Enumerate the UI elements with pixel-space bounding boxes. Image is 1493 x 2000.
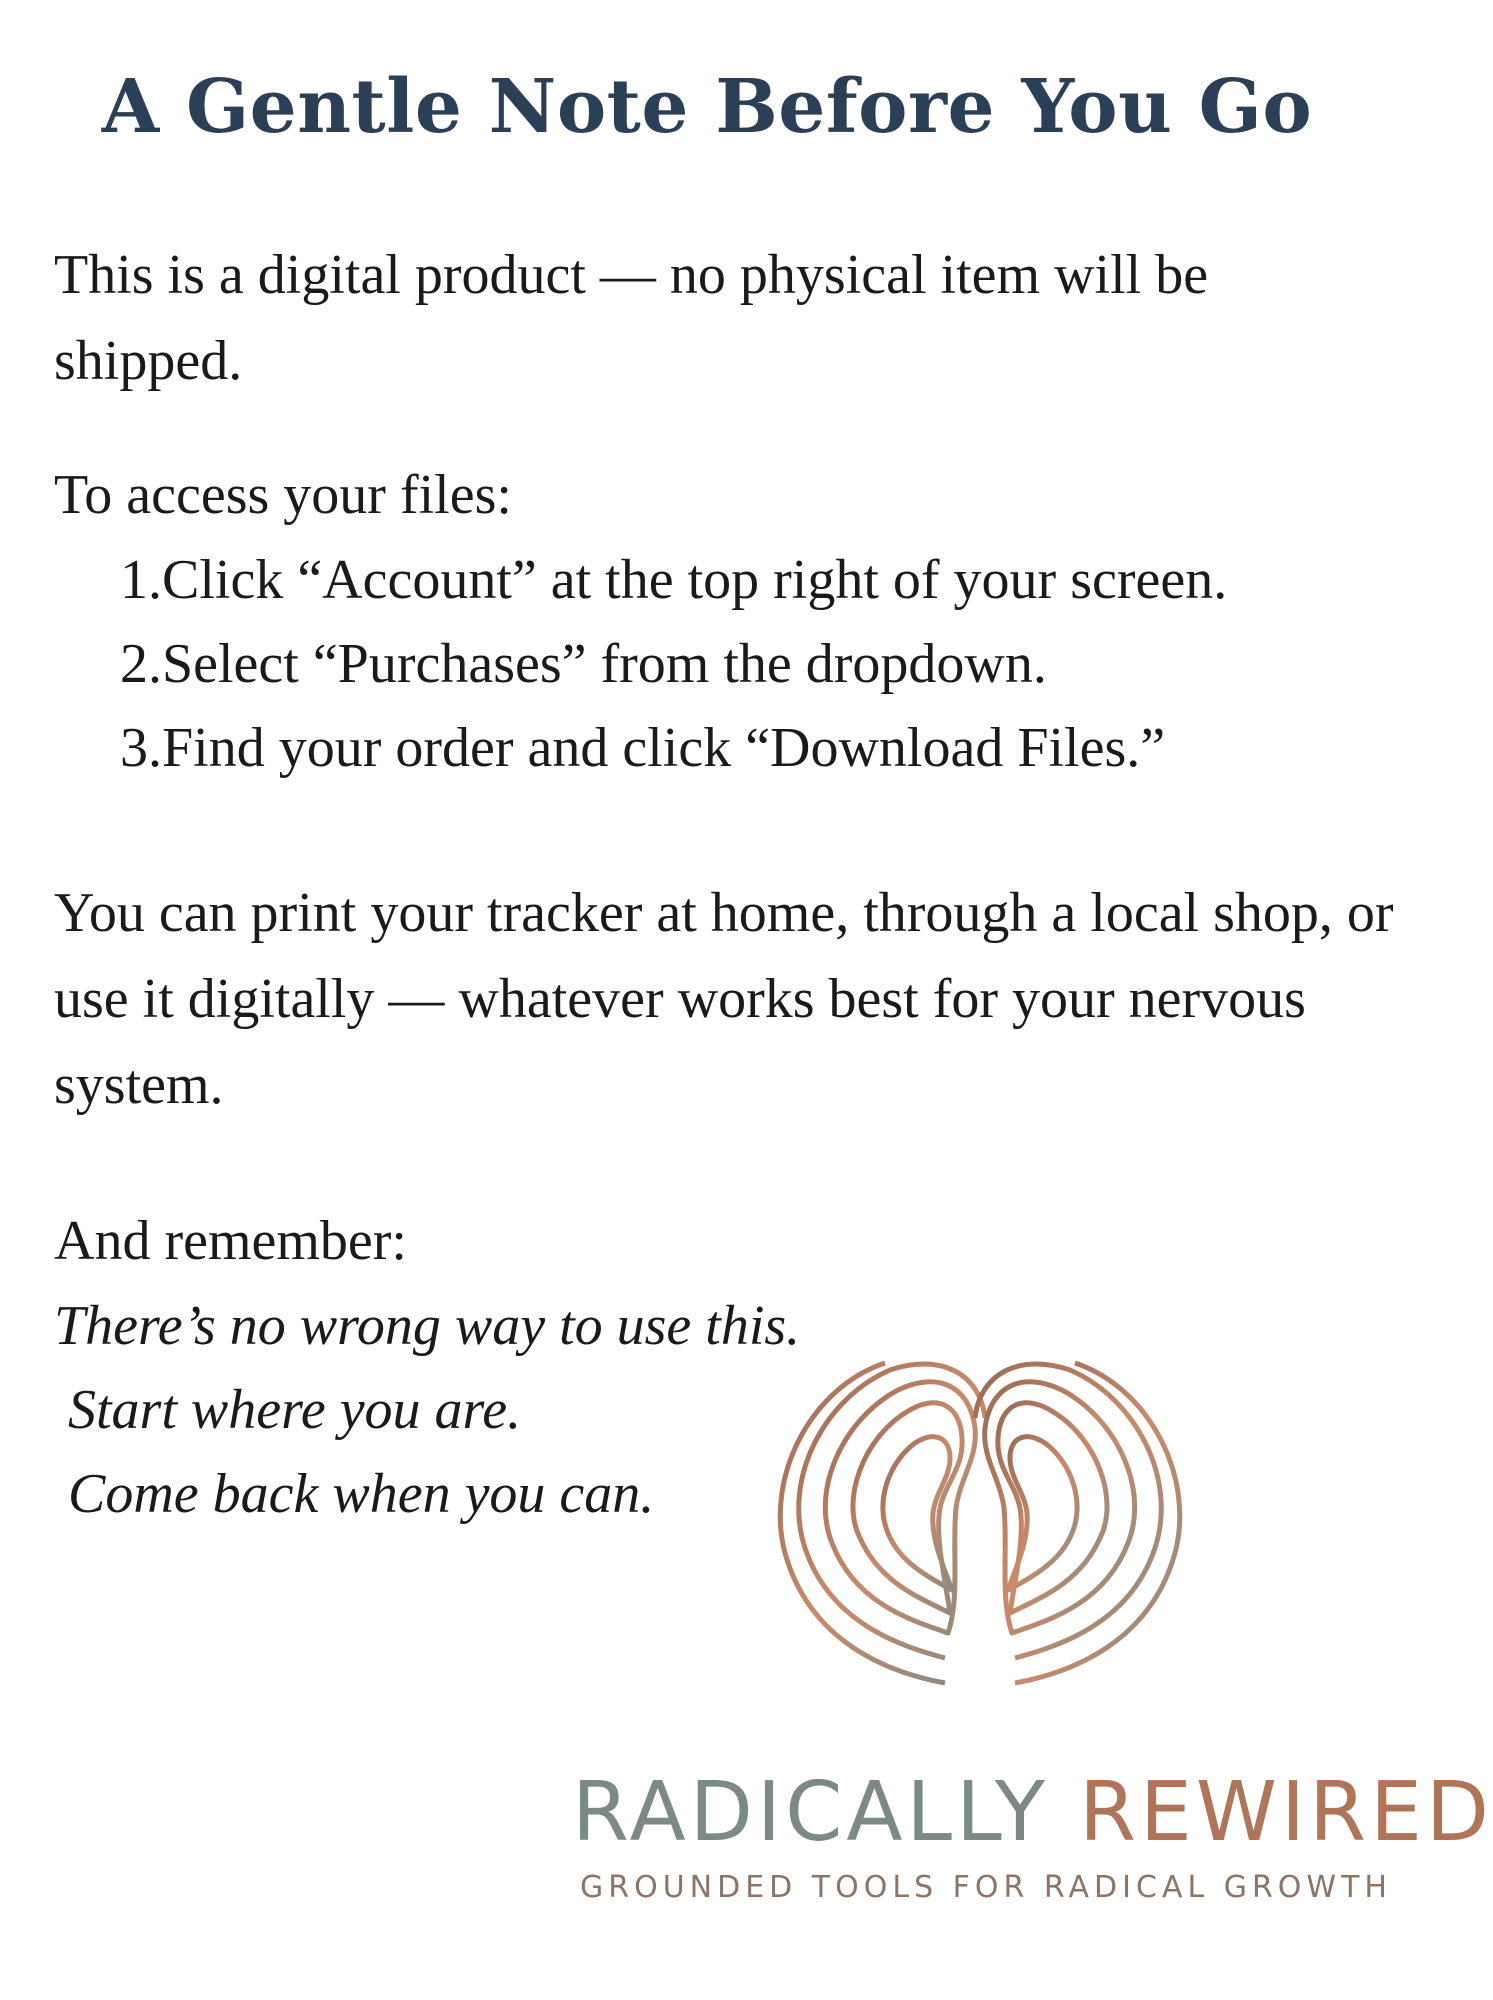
step-item: 2.Select “Purchases” from the dropdown. <box>120 633 1047 695</box>
step-item: 3.Find your order and click “Download Files.” <box>120 717 1166 779</box>
affirmation-line: Come back when you can. <box>68 1463 655 1525</box>
affirmation-line: There’s no wrong way to use this. <box>54 1295 801 1357</box>
print-options-note: You can print your tracker at home, through a local shop, or use it digitally — whatever works best for your nervous system. <box>54 882 1394 1116</box>
page-title: A Gentle Note Before You Go <box>101 64 1313 150</box>
affirmation-line: Start where you are. <box>68 1379 522 1441</box>
step-item: 1.Click “Account” at the top right of your screen. <box>120 549 1228 611</box>
brain-rings-logo-icon <box>770 1358 1190 1728</box>
brand-wordmark: RADICALLY REWIRED <box>572 1765 1493 1860</box>
brand-tagline: GROUNDED TOOLS FOR RADICAL GROWTH <box>580 1870 1392 1905</box>
access-steps-list <box>110 538 1227 790</box>
digital-product-notice: This is a digital product — no physical item will be shipped. <box>54 244 1209 392</box>
access-heading: To access your files: <box>54 464 512 526</box>
remember-heading: And remember: <box>54 1210 407 1272</box>
affirmation-lines <box>54 1284 800 1536</box>
